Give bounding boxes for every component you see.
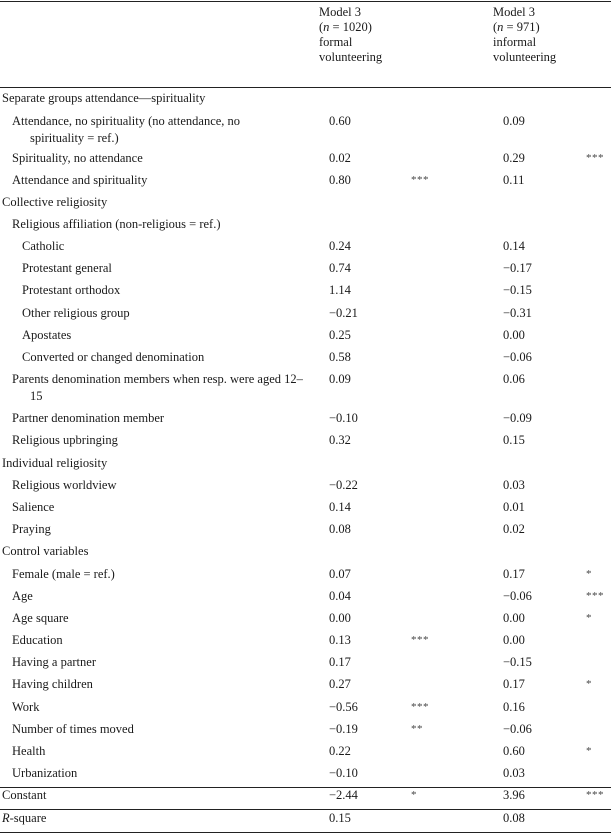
row-label: Number of times moved xyxy=(12,722,134,736)
formal-coefficient: 0.15 xyxy=(329,811,351,825)
formal-coefficient: 0.27 xyxy=(329,677,351,691)
formal-coefficient: 0.80 xyxy=(329,173,351,187)
table-row xyxy=(0,765,611,782)
informal-coefficient: −0.31 xyxy=(503,306,532,320)
formal-coefficient: −0.22 xyxy=(329,478,358,492)
row-label: Female (male = ref.) xyxy=(12,567,115,581)
row-label: Spirituality, no attendance xyxy=(12,151,143,165)
informal-coefficient: −0.06 xyxy=(503,722,532,736)
formal-coefficient: 0.04 xyxy=(329,589,351,603)
row-label: Health xyxy=(12,744,46,758)
informal-coefficient: 0.15 xyxy=(503,433,525,447)
informal-coefficient: 0.11 xyxy=(503,173,525,187)
informal-coefficient: 0.29 xyxy=(503,151,525,165)
header-model: Model 3 xyxy=(493,5,536,19)
informal-significance: *** xyxy=(586,590,604,602)
table-row xyxy=(0,260,611,277)
informal-coefficient: 3.96 xyxy=(503,788,525,802)
row-label: Attendance and spirituality xyxy=(12,173,148,187)
informal-coefficient: −0.09 xyxy=(503,411,532,425)
table-row xyxy=(0,216,611,233)
table-row xyxy=(0,566,611,583)
table-row xyxy=(0,521,611,538)
informal-coefficient: 0.16 xyxy=(503,700,525,714)
informal-coefficient: 0.17 xyxy=(503,567,525,581)
header-n: (n = 1020) xyxy=(319,20,372,34)
informal-coefficient: −0.06 xyxy=(503,589,532,603)
informal-coefficient: 0.01 xyxy=(503,500,525,514)
table-row xyxy=(0,477,611,494)
informal-significance: * xyxy=(586,568,592,580)
formal-coefficient: −2.44 xyxy=(329,788,358,802)
formal-coefficient: −0.21 xyxy=(329,306,358,320)
table-row xyxy=(0,543,611,560)
row-label: Apostates xyxy=(22,328,72,342)
table-row xyxy=(0,410,611,427)
formal-coefficient: 0.02 xyxy=(329,151,351,165)
formal-coefficient: 0.60 xyxy=(329,114,351,128)
formal-coefficient: 0.07 xyxy=(329,567,351,581)
column-header-formal xyxy=(319,5,382,65)
formal-coefficient: 0.13 xyxy=(329,633,351,647)
table-row xyxy=(0,721,611,738)
header-rule xyxy=(0,87,611,88)
formal-coefficient: 0.24 xyxy=(329,239,351,253)
table-row xyxy=(0,172,611,189)
header-model: Model 3 xyxy=(319,5,362,19)
row-label: Education xyxy=(12,633,63,647)
informal-coefficient: 0.03 xyxy=(503,478,525,492)
column-header-informal xyxy=(493,5,556,65)
formal-significance: *** xyxy=(411,174,429,186)
row-label: Protestant general xyxy=(22,261,112,275)
informal-coefficient: −0.15 xyxy=(503,655,532,669)
bottom-rule xyxy=(0,832,611,833)
header-type: formal xyxy=(319,35,353,49)
formal-coefficient: 0.08 xyxy=(329,522,351,536)
row-label: Having children xyxy=(12,677,93,691)
formal-coefficient: 1.14 xyxy=(329,283,351,297)
informal-coefficient: 0.00 xyxy=(503,328,525,342)
row-label: Age square xyxy=(12,611,69,625)
formal-coefficient: 0.74 xyxy=(329,261,351,275)
table-row xyxy=(0,150,611,167)
row-label: Urbanization xyxy=(12,766,78,780)
informal-coefficient: 0.17 xyxy=(503,677,525,691)
informal-coefficient: 0.00 xyxy=(503,633,525,647)
formal-coefficient: −0.10 xyxy=(329,411,358,425)
table-row xyxy=(0,743,611,760)
formal-significance: ** xyxy=(411,723,423,735)
informal-coefficient: 0.08 xyxy=(503,811,525,825)
row-label: Control variables xyxy=(2,544,89,558)
formal-coefficient: 0.32 xyxy=(329,433,351,447)
table-row xyxy=(0,305,611,322)
formal-significance: *** xyxy=(411,701,429,713)
informal-significance: * xyxy=(586,745,592,757)
table-row xyxy=(0,699,611,716)
row-label: R-square xyxy=(2,811,47,825)
table-row xyxy=(0,654,611,671)
formal-coefficient: 0.17 xyxy=(329,655,351,669)
row-label: Protestant orthodox xyxy=(22,283,121,297)
table-row xyxy=(0,282,611,299)
row-label: Attendance, no spirituality (no attendance, no spirituality = ref.) xyxy=(12,114,241,145)
informal-significance: * xyxy=(586,612,592,624)
table-row xyxy=(0,327,611,344)
informal-significance: * xyxy=(586,678,592,690)
row-label: Catholic xyxy=(22,239,65,253)
table-row xyxy=(0,238,611,255)
row-label: Parents denomination members when resp. were aged 12–15 xyxy=(12,372,303,403)
row-label: Religious worldview xyxy=(12,478,117,492)
informal-coefficient: 0.09 xyxy=(503,114,525,128)
header-volunteering: volunteering xyxy=(493,50,557,64)
table-row xyxy=(0,455,611,472)
table-row xyxy=(0,499,611,516)
row-label: Converted or changed denomination xyxy=(22,350,205,364)
formal-coefficient: 0.58 xyxy=(329,350,351,364)
header-n: (n = 971) xyxy=(493,20,540,34)
informal-coefficient: −0.06 xyxy=(503,350,532,364)
top-rule xyxy=(0,1,611,2)
row-label: Having a partner xyxy=(12,655,96,669)
informal-significance: *** xyxy=(586,789,604,801)
table-row xyxy=(0,610,611,627)
informal-coefficient: 0.00 xyxy=(503,611,525,625)
informal-coefficient: 0.60 xyxy=(503,744,525,758)
row-label: Separate groups attendance—spirituality xyxy=(2,91,206,105)
row-label: Work xyxy=(12,700,40,714)
informal-coefficient: 0.14 xyxy=(503,239,525,253)
row-label: Salience xyxy=(12,500,55,514)
header-volunteering: volunteering xyxy=(319,50,383,64)
informal-coefficient: 0.06 xyxy=(503,372,525,386)
informal-coefficient: −0.15 xyxy=(503,283,532,297)
table-row xyxy=(0,349,611,366)
table-row xyxy=(0,787,611,804)
row-label: Other religious group xyxy=(22,306,130,320)
table-row xyxy=(0,194,611,211)
formal-coefficient: 0.00 xyxy=(329,611,351,625)
formal-coefficient: 0.14 xyxy=(329,500,351,514)
informal-significance: *** xyxy=(586,152,604,164)
formal-coefficient: −0.19 xyxy=(329,722,358,736)
row-label: Partner denomination member xyxy=(12,411,165,425)
row-label: Religious upbringing xyxy=(12,433,118,447)
informal-coefficient: 0.03 xyxy=(503,766,525,780)
formal-coefficient: −0.56 xyxy=(329,700,358,714)
formal-significance: *** xyxy=(411,634,429,646)
row-label: Age xyxy=(12,589,33,603)
row-label: Individual religiosity xyxy=(2,456,108,470)
row-label: Religious affiliation (non-religious = ref.) xyxy=(12,217,221,231)
formal-coefficient: −0.10 xyxy=(329,766,358,780)
row-label: Praying xyxy=(12,522,51,536)
formal-significance: * xyxy=(411,789,417,801)
formal-coefficient: 0.09 xyxy=(329,372,351,386)
formal-coefficient: 0.22 xyxy=(329,744,351,758)
formal-coefficient: 0.25 xyxy=(329,328,351,342)
table-row xyxy=(0,588,611,605)
table-row xyxy=(0,113,611,147)
table-row xyxy=(0,632,611,649)
table-row xyxy=(0,676,611,693)
table-row xyxy=(0,90,611,107)
table-row xyxy=(0,432,611,449)
informal-coefficient: 0.02 xyxy=(503,522,525,536)
row-label: Collective religiosity xyxy=(2,195,108,209)
table-row xyxy=(0,810,611,827)
informal-coefficient: −0.17 xyxy=(503,261,532,275)
row-label: Constant xyxy=(2,788,47,802)
header-type: informal xyxy=(493,35,537,49)
table-row xyxy=(0,371,611,405)
